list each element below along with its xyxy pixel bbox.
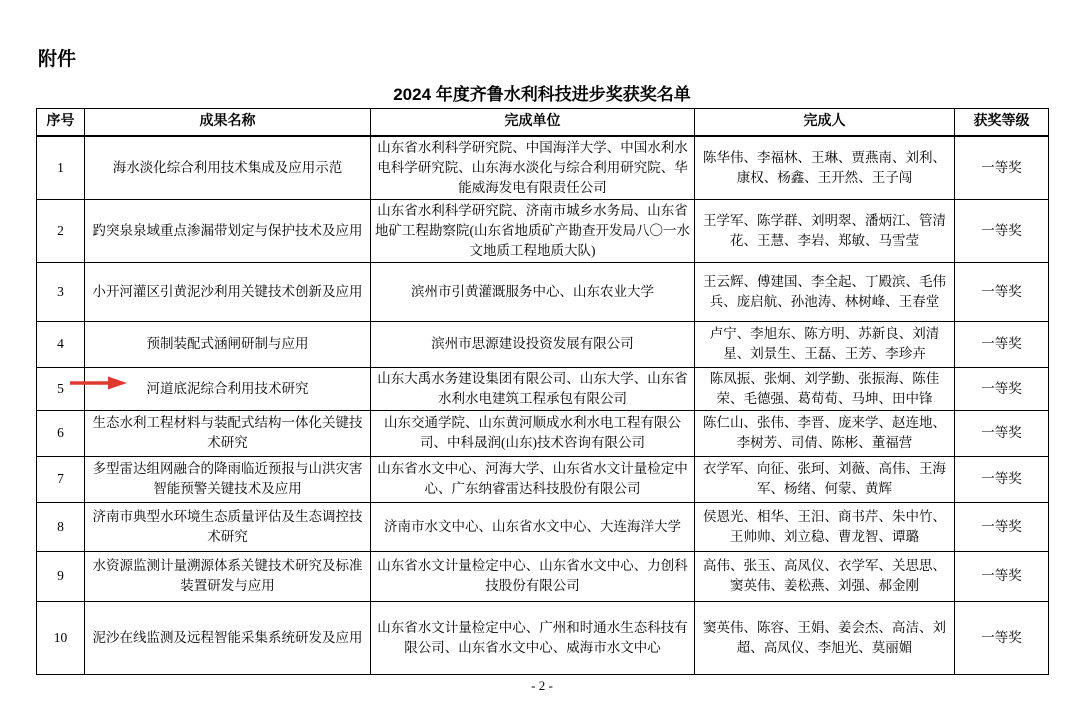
cell-award-level: 一等奖 (955, 410, 1049, 456)
cell-completers: 王云辉、傅建国、李全起、丁殿滨、毛伟兵、庞启航、孙池涛、林树峰、王春堂 (695, 262, 955, 321)
cell-award-level: 一等奖 (955, 502, 1049, 551)
col-header-name: 成果名称 (85, 109, 371, 136)
cell-no: 10 (37, 601, 85, 674)
cell-completers: 陈凤振、张炯、刘学勤、张振海、陈佳荣、毛德强、葛荀荀、马坤、田中锋 (695, 367, 955, 410)
table-row (37, 410, 1049, 456)
cell-completing-unit: 山东交通学院、山东黄河顺成水利水电工程有限公司、中科晟润(山东)技术咨询有限公司 (371, 410, 695, 456)
attachment-label: 附件 (38, 49, 77, 70)
cell-no: 8 (37, 502, 85, 551)
cell-no: 9 (37, 551, 85, 601)
cell-award-level: 一等奖 (955, 551, 1049, 601)
cell-achievement-name: 小开河灌区引黄泥沙利用关键技术创新及应用 (85, 262, 371, 321)
cell-no: 5 (37, 367, 85, 410)
cell-completers: 陈华伟、李福林、王琳、贾燕南、刘利、康权、杨鑫、王开然、王子闯 (695, 136, 955, 200)
table-row (37, 551, 1049, 601)
col-header-people: 完成人 (695, 109, 955, 136)
cell-completing-unit: 山东省水文计量检定中心、山东省水文中心、力创科技股份有限公司 (371, 551, 695, 601)
cell-no: 3 (37, 262, 85, 321)
cell-achievement-name: 预制装配式涵闸研制与应用 (85, 321, 371, 367)
cell-achievement-name: 河道底泥综合利用技术研究 (85, 367, 371, 410)
cell-no: 1 (37, 136, 85, 200)
cell-award-level: 一等奖 (955, 262, 1049, 321)
cell-completers: 衣学军、向征、张珂、刘薇、高伟、王海军、杨绪、何蒙、黄辉 (695, 456, 955, 502)
table-header-row (37, 109, 1049, 136)
cell-completers: 陈仁山、张伟、李晋、庞来学、赵连地、李树芳、司倩、陈彬、董福营 (695, 410, 955, 456)
cell-award-level: 一等奖 (955, 321, 1049, 367)
col-header-unit: 完成单位 (371, 109, 695, 136)
cell-completers: 卢宁、李旭东、陈方明、苏新良、刘清星、刘景生、王磊、王芳、李珍卉 (695, 321, 955, 367)
cell-completing-unit: 山东大禹水务建设集团有限公司、山东大学、山东省水利水电建筑工程承包有限公司 (371, 367, 695, 410)
cell-completing-unit: 滨州市思源建设投资发展有限公司 (371, 321, 695, 367)
cell-completing-unit: 济南市水文中心、山东省水文中心、大连海洋大学 (371, 502, 695, 551)
cell-award-level: 一等奖 (955, 367, 1049, 410)
cell-completers: 王学军、陈学群、刘明翠、潘炳江、管清花、王慧、李岩、郑敏、马雪莹 (695, 199, 955, 262)
col-header-no: 序号 (37, 109, 85, 136)
cell-achievement-name: 泥沙在线监测及远程智能采集系统研发及应用 (85, 601, 371, 674)
cell-award-level: 一等奖 (955, 601, 1049, 674)
table-row (37, 456, 1049, 502)
page-title: 2024 年度齐鲁水利科技进步奖获奖名单 (393, 85, 691, 104)
table-row (37, 502, 1049, 551)
cell-no: 6 (37, 410, 85, 456)
cell-completers: 窦英伟、陈容、王娟、姜会杰、高洁、刘超、高凤仪、李旭光、莫丽媚 (695, 601, 955, 674)
table-row (37, 199, 1049, 262)
page-number: - 2 - (531, 678, 553, 693)
cell-no: 2 (37, 199, 85, 262)
table-row (37, 601, 1049, 674)
cell-achievement-name: 趵突泉泉域重点渗漏带划定与保护技术及应用 (85, 199, 371, 262)
cell-completing-unit: 山东省水文中心、河海大学、山东省水文计量检定中心、广东纳睿雷达科技股份有限公司 (371, 456, 695, 502)
cell-completers: 侯恩光、相华、王汨、商书芹、朱中竹、王帅帅、刘立稳、曹龙智、谭璐 (695, 502, 955, 551)
cell-achievement-name: 海水淡化综合利用技术集成及应用示范 (85, 136, 371, 200)
cell-achievement-name: 水资源监测计量溯源体系关键技术研究及标准装置研发与应用 (85, 551, 371, 601)
cell-achievement-name: 多型雷达组网融合的降雨临近预报与山洪灾害智能预警关键技术及应用 (85, 456, 371, 502)
cell-achievement-name: 生态水利工程材料与装配式结构一体化关键技术研究 (85, 410, 371, 456)
table-row (37, 321, 1049, 367)
cell-completing-unit: 山东省水利科学研究院、中国海洋大学、中国水利水电科学研究院、山东海水淡化与综合利用研究院、华能威海发电有限责任公司 (371, 136, 695, 200)
cell-completing-unit: 山东省水文计量检定中心、广州和时通水生态科技有限公司、山东省水文中心、威海市水文中心 (371, 601, 695, 674)
cell-award-level: 一等奖 (955, 199, 1049, 262)
cell-completing-unit: 滨州市引黄灌溉服务中心、山东农业大学 (371, 262, 695, 321)
cell-achievement-name: 济南市典型水环境生态质量评估及生态调控技术研究 (85, 502, 371, 551)
cell-no: 7 (37, 456, 85, 502)
table-row (37, 136, 1049, 200)
cell-completing-unit: 山东省水利科学研究院、济南市城乡水务局、山东省地矿工程勘察院(山东省地质矿产勘查开发局八〇一水文地质工程地质大队) (371, 199, 695, 262)
table-row (37, 262, 1049, 321)
table-row-highlighted (37, 367, 1049, 410)
cell-award-level: 一等奖 (955, 456, 1049, 502)
cell-no: 4 (37, 321, 85, 367)
cell-completers: 高伟、张玉、高凤仪、衣学军、关思思、窦英伟、姜松燕、刘强、郝金刚 (695, 551, 955, 601)
awards-table (36, 108, 1049, 675)
cell-award-level: 一等奖 (955, 136, 1049, 200)
col-header-award: 获奖等级 (955, 109, 1049, 136)
